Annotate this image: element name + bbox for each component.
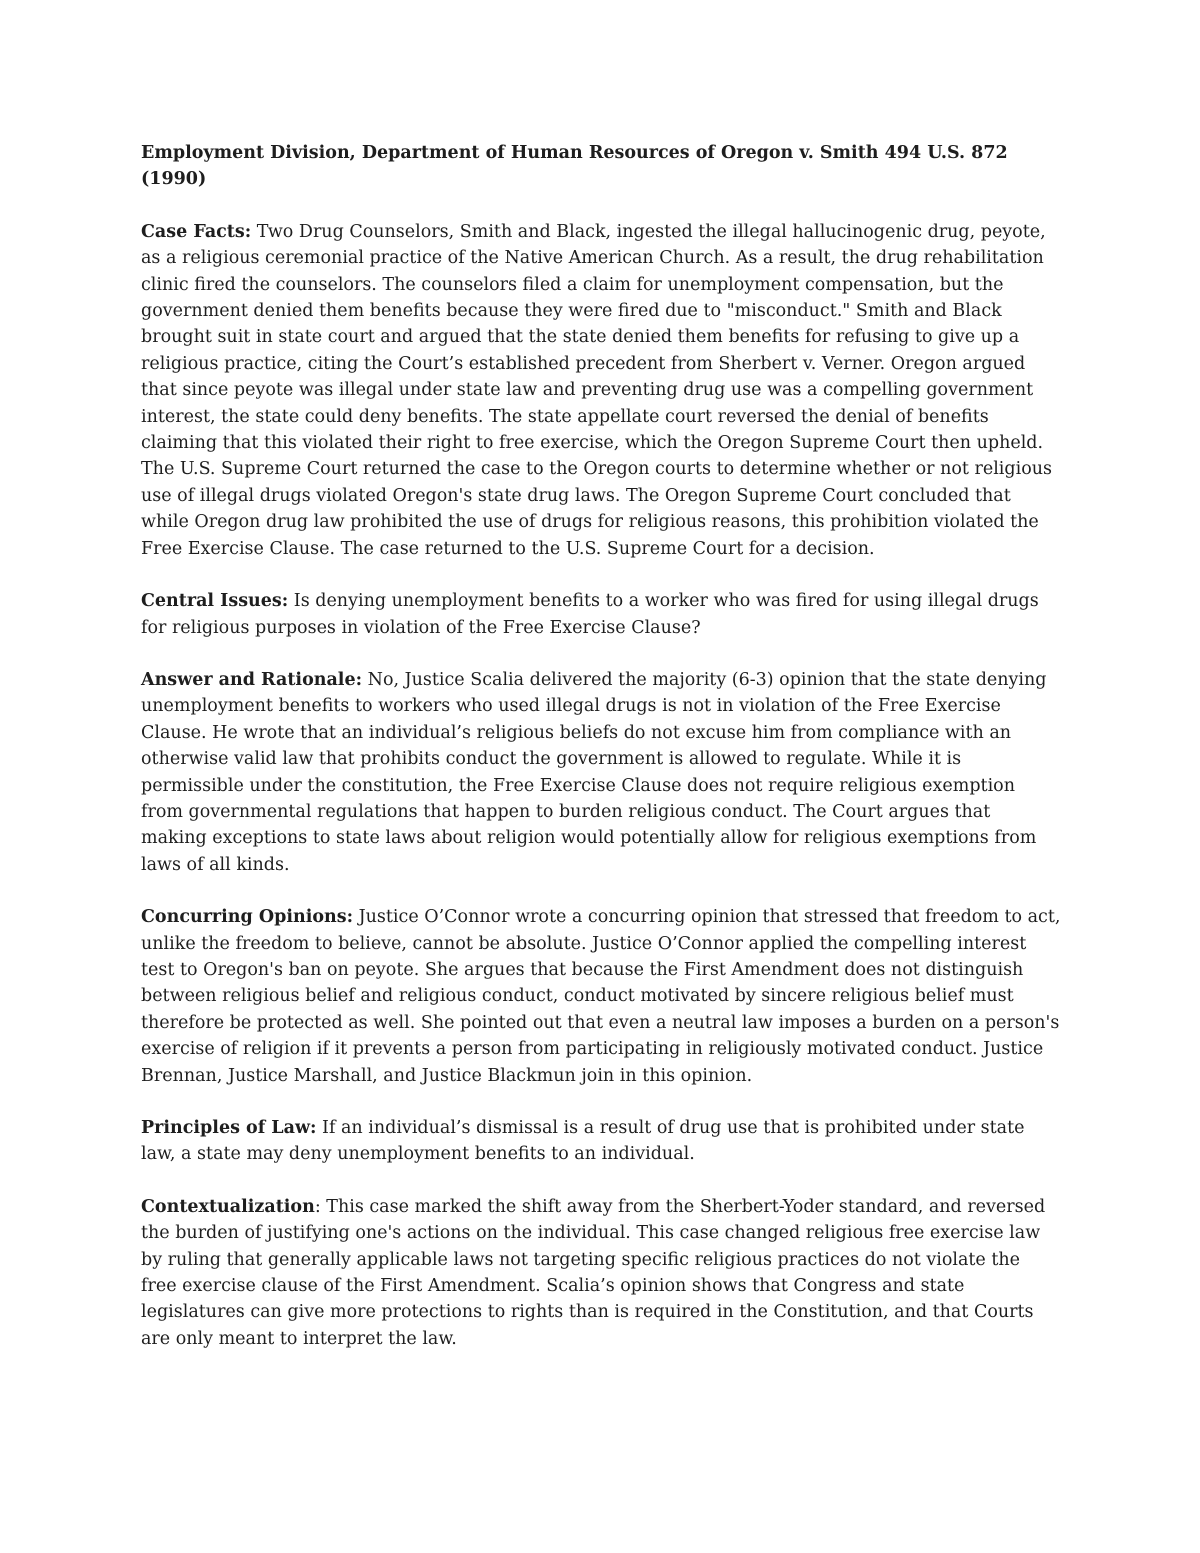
section-text: : This case marked the shift away from the Sherbert-Yoder standard, and reversed the burden of justifying one's actions on the individual. This case changed religious free exercise law by ruling that generally applicable laws not targeting specific religious practices do not violate the free exercise clause of the First Amendment. Scalia’s opinion shows that Congress and state legislatures can give more protections to rights than is required in the Constitution, and that Courts are only meant to interpret the law. <box>141 1196 1046 1349</box>
section-label: Principles of Law: <box>141 1118 317 1138</box>
document-title: Employment Division, Department of Human Resources of Oregon v. Smith 494 U.S. 872 (1990) <box>141 143 1008 190</box>
document-page <box>141 140 1061 1378</box>
section-text: If an individual’s dismissal is a result of drug use that is prohibited under state law, a state may deny unemployment benefits to an individual. <box>141 1118 1025 1165</box>
section-label: Concurring Opinions: <box>141 907 354 928</box>
section-label: Contextualization <box>141 1196 315 1217</box>
section-label: Central Issues: <box>141 591 289 612</box>
section-text: No, Justice Scalia delivered the majority (6-3) opinion that the state denying unemployment benefits to workers who used illegal drugs is not in violation of the Free Exercise Clause. He wrote that an individual’s religious beliefs do not excuse him from compliance with an otherwise valid law that prohibits conduct the government is allowed to regulate. While it is permissible under the constitution, the Free Exercise Clause does not require religious exemption from governmental regulations that happen to burden religious conduct. The Court argues that making exceptions to state laws about religion would potentially allow for religious exemptions from laws of all kinds. <box>141 669 1047 875</box>
section-answer-and-rationale <box>141 667 1061 878</box>
section-central-issues <box>141 588 1061 641</box>
section-text: Justice O’Connor wrote a concurring opinion that stressed that freedom to act, unlike the freedom to believe, cannot be absolute. Justice O’Connor applied the compelling interest test to Oregon's ban on peyote. She argues that because the First Amendment does not distinguish between religious belief and religious conduct, conduct motivated by sincere religious belief must therefore be protected as well. She pointed out that even a neutral law imposes a burden on a person's exercise of religion if it prevents a person from participating in religiously motivated conduct. Justice Brennan, Justice Marshall, and Justice Blackmun join in this opinion. <box>141 907 1061 1086</box>
section-contextualization <box>141 1194 1061 1352</box>
section-concurring-opinions <box>141 904 1061 1089</box>
section-principles-of-law <box>141 1115 1061 1168</box>
section-label: Answer and Rationale: <box>141 669 363 690</box>
section-case-facts <box>141 219 1061 562</box>
section-text: Is denying unemployment benefits to a worker who was fired for using illegal drugs for religious purposes in violation of the Free Exercise Clause? <box>141 591 1039 638</box>
section-label: Case Facts: <box>141 221 252 242</box>
section-text: Two Drug Counselors, Smith and Black, ingested the illegal hallucinogenic drug, peyote, as a religious ceremonial practice of the Native American Church. As a result, the drug rehabilitation clinic fired the counselors. The counselors filed a claim for unemployment compensation, but the government denied them benefits because they were fired due to "misconduct." Smith and Black brought suit in state court and argued that the state denied them benefits for refusing to give up a religious practice, citing the Court’s established precedent from Sherbert v. Verner. Oregon argued that since peyote was illegal under state law and preventing drug use was a compelling government interest, the state could deny benefits. The state appellate court reversed the denial of benefits claiming that this violated their right to free exercise, which the Oregon Supreme Court then upheld. The U.S. Supreme Court returned the case to the Oregon courts to determine whether or not religious use of illegal drugs violated Oregon's state drug laws. The Oregon Supreme Court concluded that while Oregon drug law prohibited the use of drugs for religious reasons, this prohibition violated the Free Exercise Clause. The case returned to the U.S. Supreme Court for a decision. <box>141 221 1052 559</box>
